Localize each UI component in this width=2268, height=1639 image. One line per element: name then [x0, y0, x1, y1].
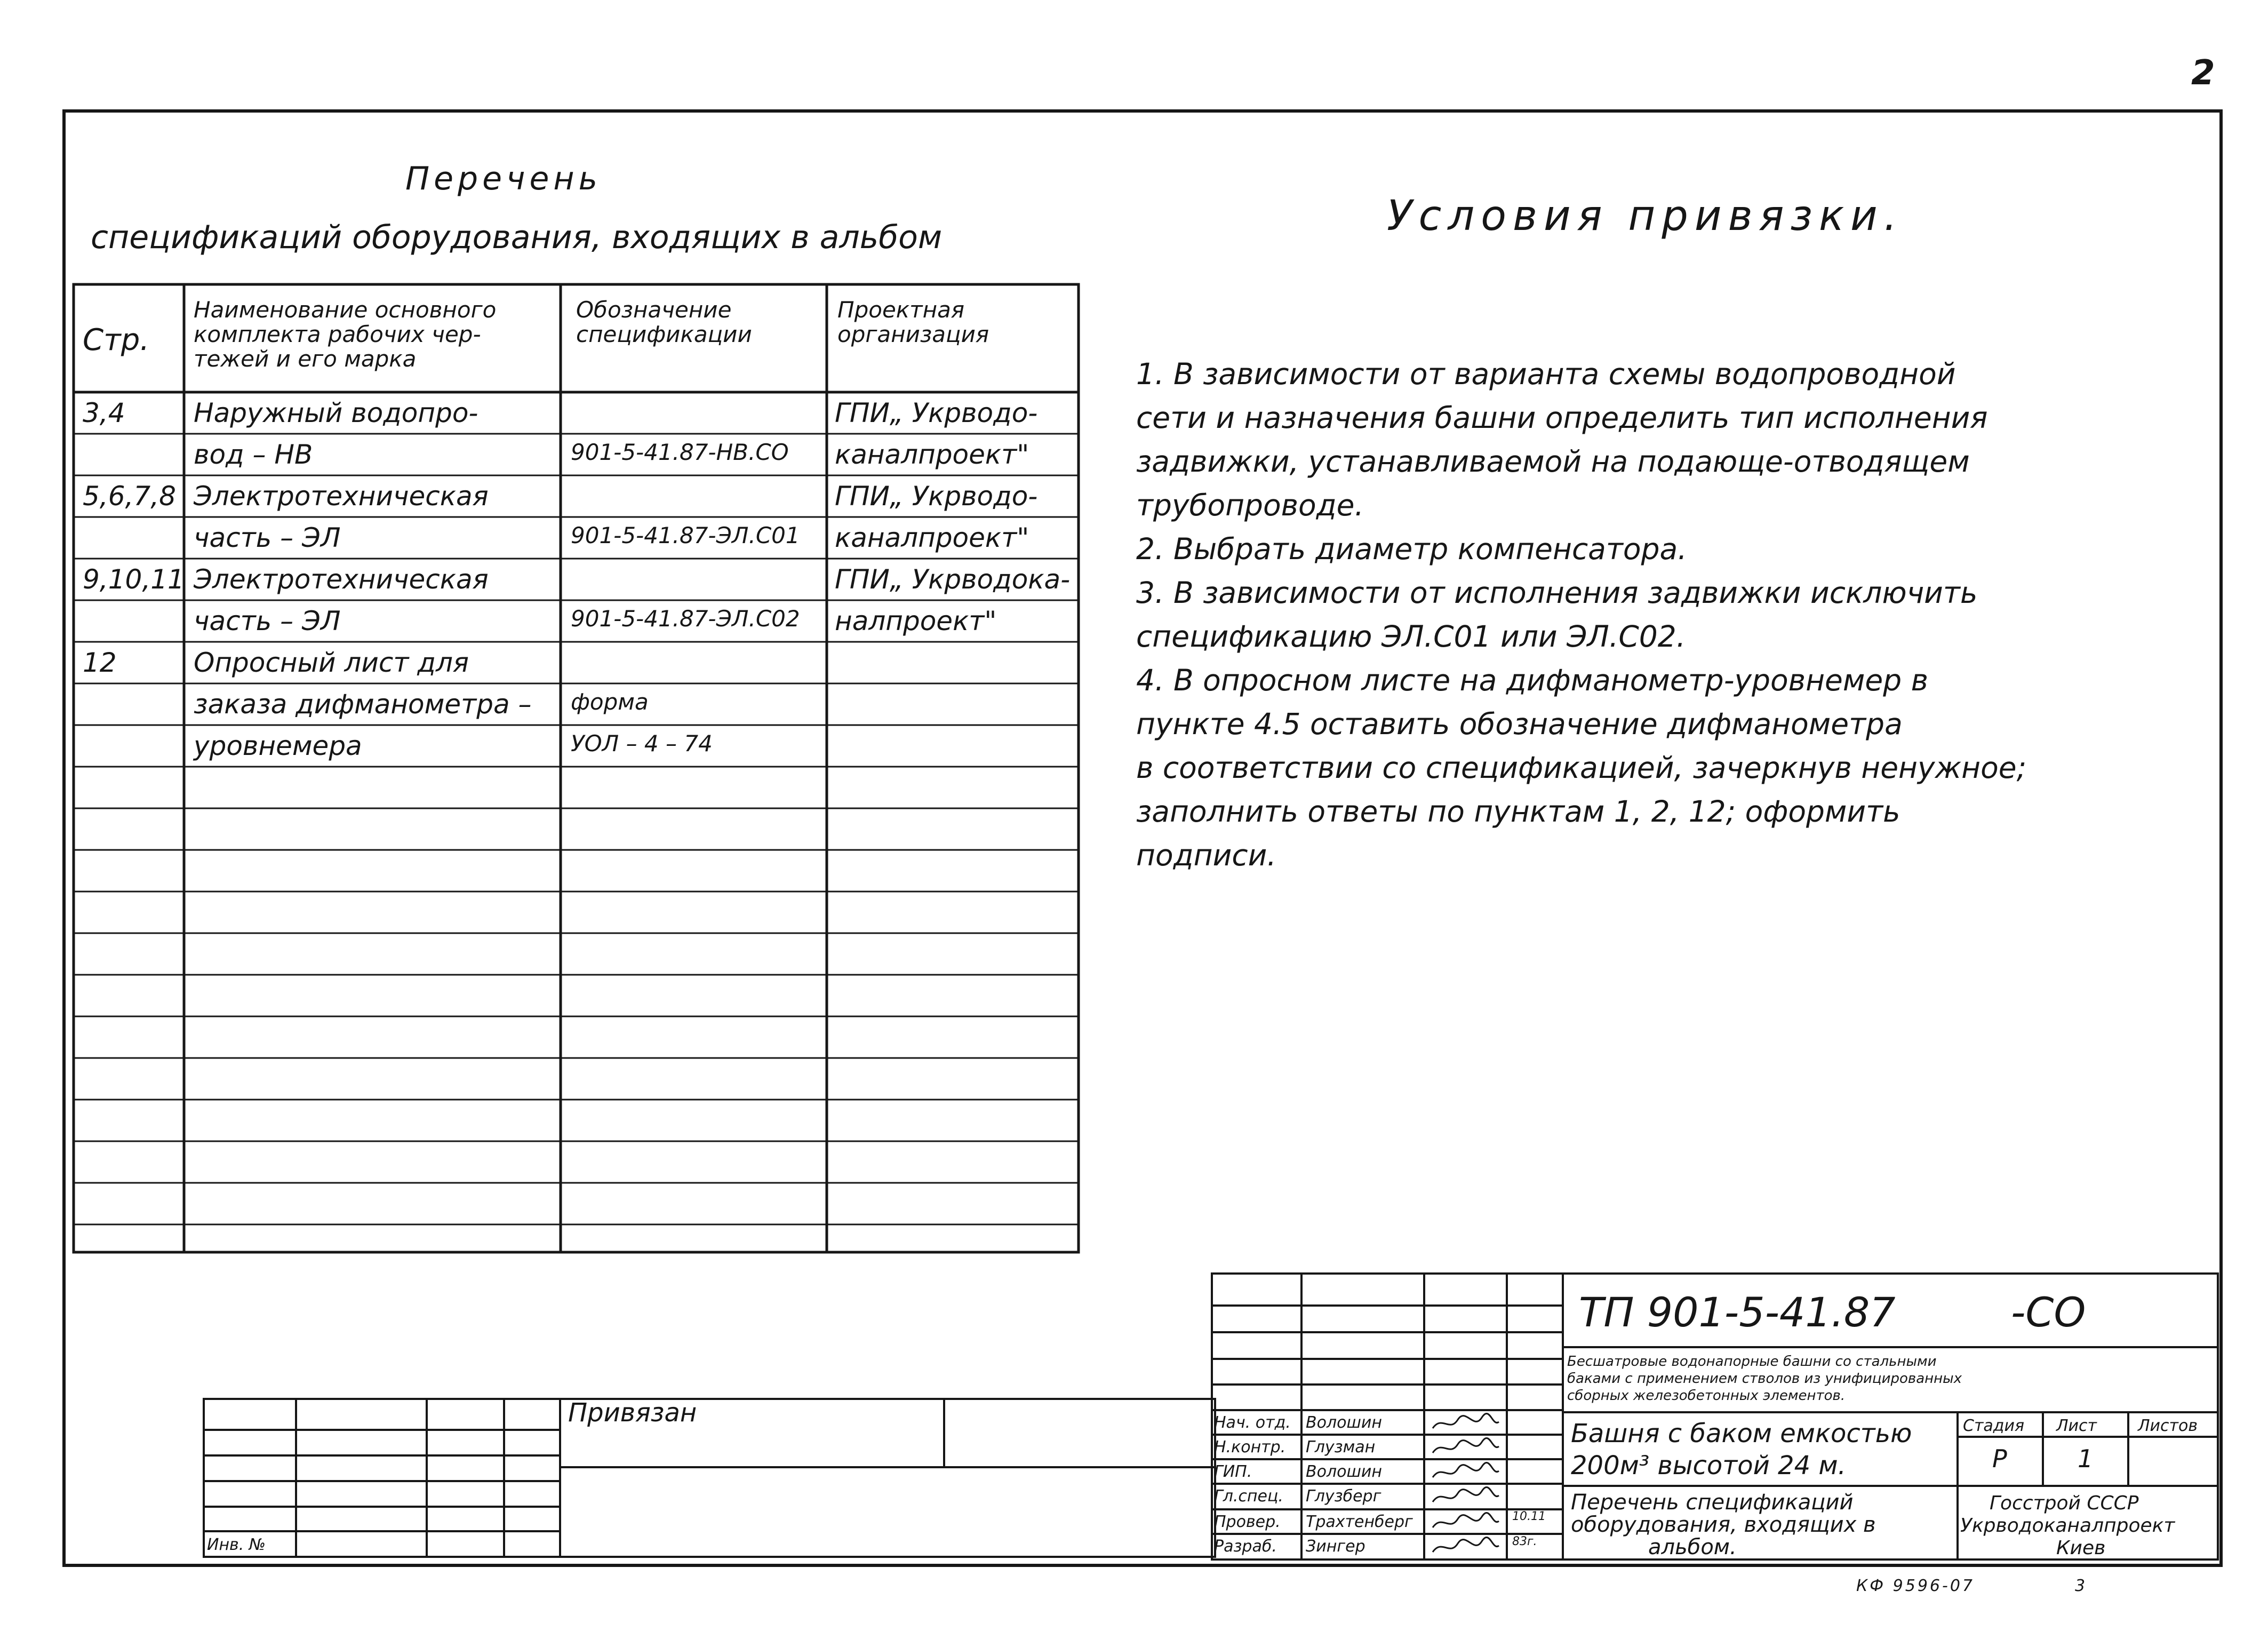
staff-name: Волошин	[1306, 1462, 1383, 1481]
signature-mark	[1428, 1437, 1503, 1458]
project-name-line: сборных железобетонных элементов.	[1567, 1388, 1846, 1404]
cell-page: 5,6,7,8	[83, 481, 176, 512]
condition-item: 1. В зависимости от варианта схемы водопроводной сети и назначения башни определить тип исполнения задвижки, устанавливаемой на подающе-отводящем трубопроводе.	[1136, 357, 1988, 522]
staff-role: Н.контр.	[1214, 1438, 1286, 1457]
cell-name: Электротехническая	[194, 481, 489, 512]
sheet-label: Лист	[2056, 1417, 2097, 1435]
binding-block	[203, 1398, 1216, 1558]
spec-table-grid	[72, 283, 1080, 1254]
conditions-title: Условия привязки.	[1387, 192, 1904, 240]
condition-item: 4. В опросном листе на дифманометр-уровнемер в пункте 4.5 оставить обозначение дифманометра в соответствии со спецификацией, зачеркнув ненужное; заполнить ответы по пунктам 1, 2, 12; оформить подписи.	[1136, 663, 2027, 872]
archive-code: КФ 9596-07	[1856, 1577, 1975, 1595]
cell-organization: каналпроект"	[835, 439, 1029, 470]
cell-designation: 901-5-41.87-ЭЛ.С02	[571, 606, 800, 632]
cell-organization: ГПИ„ Укрводо-	[835, 397, 1038, 428]
organization-line: Укрводоканалпроект	[1960, 1515, 2175, 1537]
inventory-number-label: Инв. №	[207, 1535, 266, 1554]
cell-designation: 901-5-41.87-ЭЛ.С01	[571, 522, 800, 548]
cell-organization: каналпроект"	[835, 522, 1029, 553]
approval-year: 83г.	[1512, 1535, 1537, 1548]
cell-name: заказа дифманометра –	[194, 689, 532, 720]
staff-name: Трахтенберг	[1306, 1513, 1413, 1531]
spec-list-subtitle: спецификаций оборудования, входящих в альбом	[91, 219, 943, 256]
sheet-title-line: альбом.	[1648, 1535, 1737, 1560]
cell-page: 3,4	[83, 397, 125, 428]
sheet-value: 1	[2078, 1444, 2094, 1473]
document-code: ТП 901-5-41.87	[1579, 1288, 1896, 1336]
condition-item: 2. Выбрать диаметр компенсатора.	[1136, 532, 1687, 566]
spec-list-title: Перечень	[405, 160, 602, 197]
project-name-line: баками с применением стволов из унифицированных	[1567, 1371, 1962, 1387]
project-name-line: Бесшатровые водонапорные башни со стальными	[1567, 1354, 1937, 1370]
sheet-title-line: оборудования, входящих в	[1571, 1513, 1876, 1537]
cell-designation: 901-5-41.87-НВ.СО	[571, 439, 789, 465]
staff-name: Глузман	[1306, 1438, 1376, 1457]
signature-mark	[1428, 1461, 1503, 1483]
spec-table	[72, 283, 1080, 1254]
title-block	[1211, 1272, 2219, 1561]
archive-number: 3	[2075, 1577, 2086, 1595]
cell-organization: ГПИ„ Укрводока-	[835, 564, 1071, 595]
header-designation: Обозначение спецификации	[576, 297, 752, 347]
staff-role: Нач. отд.	[1214, 1413, 1291, 1432]
cell-page: 9,10,11	[83, 564, 185, 595]
header-page: Стр.	[83, 323, 150, 357]
organization-line: Киев	[2056, 1537, 2106, 1559]
cell-name: Опросный лист для	[194, 647, 469, 678]
cell-designation: форма	[571, 689, 649, 715]
sheet-title-line: Перечень спецификаций	[1571, 1490, 1854, 1515]
staff-name: Глузберг	[1306, 1487, 1381, 1506]
signature-mark	[1428, 1536, 1503, 1557]
page-number: 2	[2191, 53, 2215, 93]
header-organization: Проектная организация	[837, 297, 989, 347]
staff-role: Провер.	[1214, 1513, 1281, 1531]
stage-value: Р	[1992, 1444, 2007, 1473]
cell-name: вод – НВ	[194, 439, 313, 470]
condition-item: 3. В зависимости от исполнения задвижки исключить спецификацию ЭЛ.С01 или ЭЛ.С02.	[1136, 576, 1978, 654]
cell-name: Наружный водопро-	[194, 397, 478, 428]
document-suffix: -СО	[2011, 1288, 2086, 1336]
sheets-label: Листов	[2138, 1417, 2198, 1435]
staff-name: Зингер	[1306, 1537, 1365, 1556]
cell-designation: УОЛ – 4 – 74	[571, 730, 713, 757]
staff-role: Гл.спец.	[1214, 1487, 1283, 1506]
cell-name: уровнемера	[194, 730, 362, 761]
approval-date: 10.11	[1512, 1510, 1546, 1523]
cell-organization: ГПИ„ Укрводо-	[835, 481, 1038, 512]
signature-mark	[1428, 1412, 1503, 1434]
cell-name: Электротехническая	[194, 564, 489, 595]
staff-role: Разраб.	[1214, 1537, 1277, 1556]
object-name-line: Башня с баком емкостью	[1571, 1419, 1912, 1449]
organization-line: Госстрой СССР	[1990, 1492, 2139, 1514]
cell-organization: налпроект"	[835, 606, 997, 636]
cell-name: часть – ЭЛ	[194, 606, 341, 636]
object-name-line: 200м³ высотой 24 м.	[1571, 1451, 1846, 1481]
cell-page: 12	[83, 647, 117, 678]
header-name: Наименование основного комплекта рабочих чер- тежей и его марка	[194, 297, 497, 372]
signature-mark	[1428, 1486, 1503, 1507]
binding-label: Привязан	[568, 1398, 697, 1428]
staff-name: Волошин	[1306, 1413, 1383, 1432]
cell-name: часть – ЭЛ	[194, 522, 341, 553]
staff-role: ГИП.	[1214, 1462, 1252, 1481]
signature-mark	[1428, 1511, 1503, 1533]
stage-label: Стадия	[1963, 1417, 2025, 1435]
